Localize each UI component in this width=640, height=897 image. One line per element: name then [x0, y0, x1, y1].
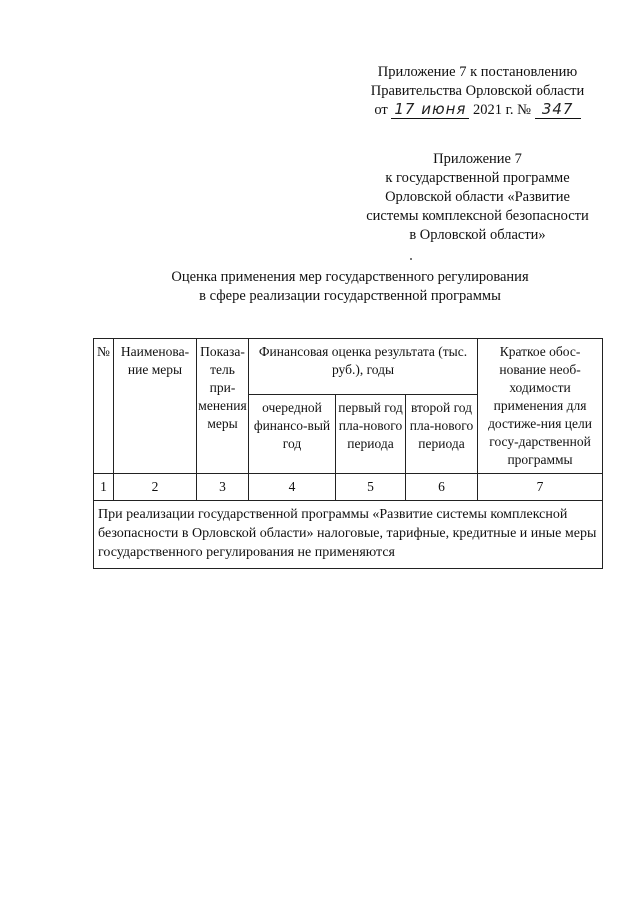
table-note-row — [94, 501, 603, 569]
handwritten-date — [391, 101, 469, 119]
column-number: 3 — [197, 474, 249, 501]
column-number: 5 — [336, 474, 406, 501]
handwritten-number — [535, 101, 581, 119]
table-header-row — [94, 339, 603, 395]
title-line: Оценка применения мер государственного регулирования — [171, 269, 529, 285]
column-number: 2 — [114, 474, 197, 501]
header-no: № — [94, 339, 114, 474]
title-line: в сфере реализации государственной программы — [199, 288, 501, 304]
handwritten-date-text: 17 июня — [394, 100, 467, 118]
appendix-ref-line: к государственной программе — [385, 170, 570, 186]
date-prefix: от — [374, 102, 388, 118]
header-financial-estimate: Финансовая оценка результата (тыс. руб.), годы — [249, 339, 478, 395]
appendix-header — [340, 63, 615, 120]
year-number-label: 2021 г. № — [473, 102, 532, 118]
handwritten-number-text: 347 — [541, 100, 574, 118]
resolution-date-line — [340, 101, 615, 120]
appendix-ref-line: в Орловской области» — [409, 227, 546, 243]
table-number-row — [94, 474, 603, 501]
appendix-reference — [345, 150, 610, 245]
appendix-header-line: Правительства Орловской области — [370, 83, 585, 99]
header-indicator: Показа-тель при-менения меры — [197, 339, 249, 474]
appendix-ref-line: Приложение 7 — [433, 151, 522, 167]
appendix-header-line: Приложение 7 к постановлению — [377, 64, 578, 80]
header-first-plan-year: первый год пла-нового периода — [336, 395, 406, 474]
column-number: 1 — [94, 474, 114, 501]
header-second-plan-year: второй год пла-нового периода — [406, 395, 478, 474]
measures-table — [93, 338, 603, 569]
header-measure-name: Наименова-ние меры — [114, 339, 197, 474]
column-number: 4 — [249, 474, 336, 501]
scan-speck — [410, 258, 412, 260]
header-rationale: Краткое обос-нование необ-ходимости применения для достиже-ния цели госу-дарственной программы — [478, 339, 603, 474]
document-title — [60, 268, 640, 306]
column-number: 7 — [478, 474, 603, 501]
table-note: При реализации государственной программы «Развитие системы комплексной безопасности в Орловской области» налоговые, тарифные, кредитные и иные меры государственного регулирования не применяются — [94, 501, 603, 569]
appendix-ref-line: системы комплексной безопасности — [366, 208, 589, 224]
header-current-year: очередной финансо-вый год — [249, 395, 336, 474]
appendix-ref-line: Орловской области «Развитие — [385, 189, 570, 205]
column-number: 6 — [406, 474, 478, 501]
